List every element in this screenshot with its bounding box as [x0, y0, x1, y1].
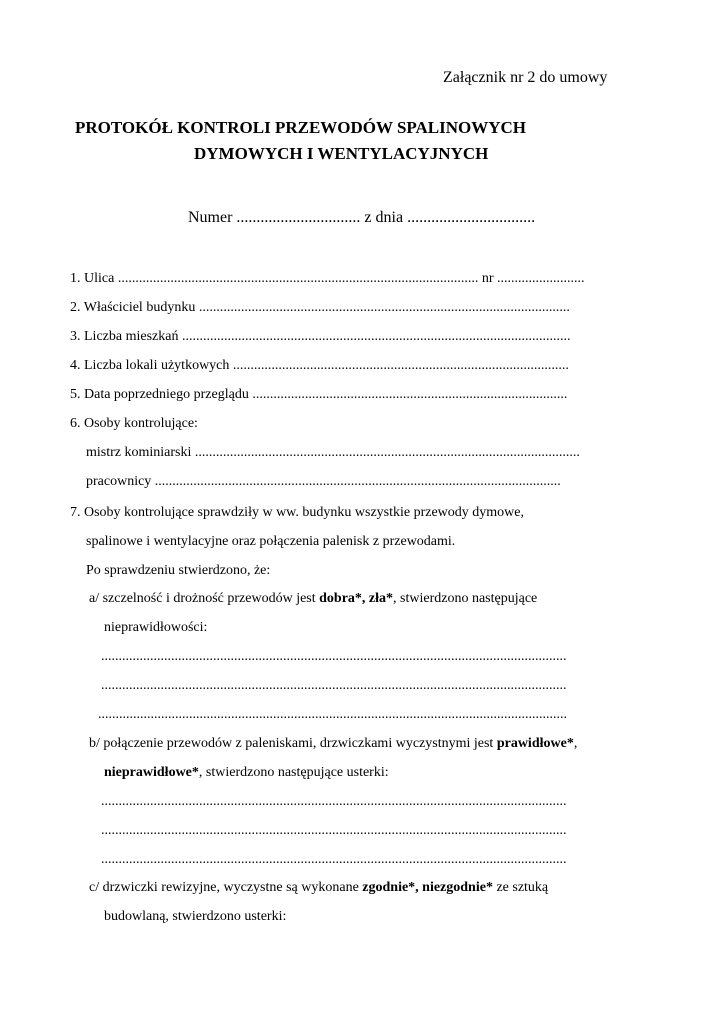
street-line: 1. Ulica ....................................................................................................... nr .........................	[70, 271, 585, 286]
section-a-pre: a/ szczelność i drożność przewodów jest	[89, 591, 320, 606]
section-b-bold-1: prawidłowe*	[496, 736, 574, 751]
section-c-post: ze sztuką	[492, 880, 549, 895]
annex-label: Załącznik nr 2 do umowy	[443, 69, 608, 86]
section-b-bold-2: nieprawidłowe*	[104, 765, 199, 780]
premises-line: 4. Liczba lokali użytkowych ................................................................................................	[70, 358, 569, 373]
section-b-post-1: ,	[573, 736, 578, 751]
section-a-dots-3: ......................................................................................................................................	[98, 707, 567, 722]
section-a-dots-1: .....................................................................................................................................	[101, 649, 567, 664]
section-c-line-2: budowlaną, stwierdzono usterki:	[104, 909, 287, 924]
section-b-post-2: , stwierdzono następujące usterki:	[198, 765, 389, 780]
paragraph-7-line-2: spalinowe i wentylacyjne oraz połączenia palenisk z przewodami.	[86, 534, 456, 549]
title-line-1: PROTOKÓŁ KONTROLI PRZEWODÓW SPALINOWYCH	[75, 118, 527, 137]
section-a-line-2: nieprawidłowości:	[104, 620, 208, 635]
section-b-pre: b/ połączenie przewodów z paleniskami, drzwiczkami wyczystnymi jest	[89, 736, 497, 751]
section-a-line-1	[89, 592, 537, 606]
apartments-line: 3. Liczba mieszkań ...............................................................................................................	[70, 329, 571, 344]
previous-inspection-line: 5. Data poprzedniego przeglądu ..........................................................................................	[70, 387, 568, 402]
number-date-line: Numer ............................... z dnia ................................	[188, 209, 536, 226]
section-b-line-1	[89, 737, 577, 751]
workers-line: pracownicy ....................................................................................................................	[86, 474, 561, 489]
section-b-dots-3: .....................................................................................................................................	[101, 852, 567, 867]
owner-line: 2. Właściciel budynku ..........................................................................................................	[70, 300, 570, 315]
section-c-bold: zgodnie*, niezgodnie*	[362, 880, 493, 895]
section-c-pre: c/ drzwiczki rewizyjne, wyczystne są wykonane	[89, 880, 363, 895]
section-b-dots-2: .....................................................................................................................................	[101, 823, 567, 838]
chimney-master-line: mistrz kominiarski ..............................................................................................................	[86, 445, 580, 460]
section-c-line-1	[89, 881, 548, 895]
title-line-2: DYMOWYCH I WENTYLACYJNYCH	[194, 144, 489, 163]
paragraph-7-line-3: Po sprawdzeniu stwierdzono, że:	[86, 563, 271, 578]
section-b-line-2	[104, 766, 389, 780]
section-a-post: , stwierdzono następujące	[393, 591, 538, 606]
section-b-dots-1: .....................................................................................................................................	[101, 794, 567, 809]
section-a-dots-2: .....................................................................................................................................	[101, 678, 567, 693]
inspectors-label: 6. Osoby kontrolujące:	[70, 416, 198, 431]
section-a-bold: dobra*, zła*	[319, 591, 394, 606]
paragraph-7-line-1: 7. Osoby kontrolujące sprawdziły w ww. budynku wszystkie przewody dymowe,	[70, 505, 525, 520]
